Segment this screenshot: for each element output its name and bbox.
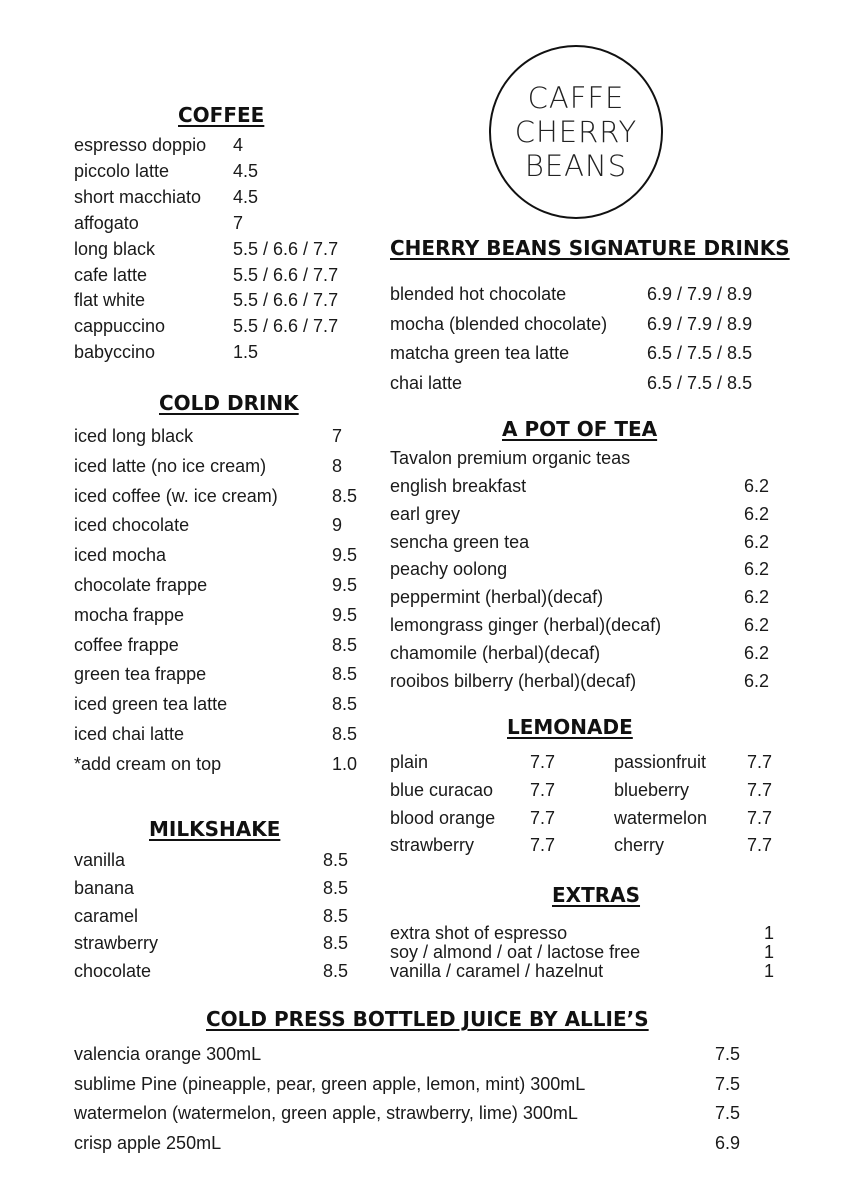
item-name: peachy oolong <box>390 559 508 579</box>
milkshake-heading: MILKSHAKE <box>149 817 281 841</box>
item-name: cherry <box>614 835 665 855</box>
logo-line-3: BEANS <box>524 149 628 183</box>
item-price: 8.5 <box>323 933 349 953</box>
item-name: iced mocha <box>74 545 167 565</box>
item-price: 5.5 / 6.6 / 7.7 <box>233 290 339 310</box>
item-name: watermelon (watermelon, green apple, strawberry, lime) 300mL <box>74 1103 578 1123</box>
item-price: 1.5 <box>233 342 259 362</box>
item-price: 8.5 <box>332 724 358 744</box>
juice-heading: COLD PRESS BOTTLED JUICE BY ALLIE’S <box>206 1007 649 1031</box>
item-price: 7.5 <box>715 1103 741 1123</box>
item-name: extra shot of espresso <box>390 923 568 943</box>
item-name: blue curacao <box>390 780 494 800</box>
item-name: mocha frappe <box>74 605 185 625</box>
coffee-heading: COFFEE <box>178 103 265 127</box>
item-name: earl grey <box>390 504 461 524</box>
item-price: 9.5 <box>332 605 358 625</box>
item-price: 6.2 <box>744 476 770 496</box>
item-price: 4 <box>233 135 244 155</box>
item-price: 7.7 <box>747 780 773 800</box>
item-name: crisp apple 250mL <box>74 1133 222 1153</box>
item-price: 6.2 <box>744 643 770 663</box>
item-price: 8.5 <box>323 878 349 898</box>
item-price: 1.0 <box>332 754 358 774</box>
item-name: plain <box>390 752 429 772</box>
item-price: 6.2 <box>744 587 770 607</box>
tea-heading: A POT OF TEA <box>502 417 658 441</box>
item-price: 4.5 <box>233 187 259 207</box>
item-price: 6.2 <box>744 615 770 635</box>
item-name: vanilla <box>74 850 126 870</box>
item-price: 8.5 <box>332 664 358 684</box>
tea-subtitle: Tavalon premium organic teas <box>390 448 631 468</box>
item-name: chamomile (herbal)(decaf) <box>390 643 601 663</box>
item-price: 5.5 / 6.6 / 7.7 <box>233 316 339 336</box>
item-name: valencia orange 300mL <box>74 1044 262 1064</box>
item-name: iced chocolate <box>74 515 190 535</box>
item-price: 7.7 <box>530 835 556 855</box>
item-name: peppermint (herbal)(decaf) <box>390 587 604 607</box>
item-price: 8.5 <box>332 635 358 655</box>
item-price: 8 <box>332 456 343 476</box>
item-name: english breakfast <box>390 476 527 496</box>
item-name: piccolo latte <box>74 161 170 181</box>
item-name: banana <box>74 878 135 898</box>
item-price: 5.5 / 6.6 / 7.7 <box>233 265 339 285</box>
item-name: passionfruit <box>614 752 707 772</box>
item-name: long black <box>74 239 156 259</box>
item-price: 7 <box>332 426 343 446</box>
item-price: 7 <box>233 213 244 233</box>
item-price: 6.9 / 7.9 / 8.9 <box>647 314 753 334</box>
item-name: iced long black <box>74 426 194 446</box>
item-price: 1 <box>764 942 775 962</box>
item-price: 6.5 / 7.5 / 8.5 <box>647 343 753 363</box>
item-price: 9 <box>332 515 343 535</box>
item-price: 7.5 <box>715 1074 741 1094</box>
item-price: 7.7 <box>747 752 773 772</box>
item-name: soy / almond / oat / lactose free <box>390 942 641 962</box>
logo-line-2: CHERRY <box>514 115 638 149</box>
item-name: iced green tea latte <box>74 694 228 714</box>
item-name: sublime Pine (pineapple, pear, green apple, lemon, mint) 300mL <box>74 1074 586 1094</box>
item-price: 7.7 <box>530 780 556 800</box>
item-price: 9.5 <box>332 575 358 595</box>
item-name: strawberry <box>74 933 159 953</box>
item-price: 5.5 / 6.6 / 7.7 <box>233 239 339 259</box>
item-price: 6.2 <box>744 504 770 524</box>
cafe-logo <box>489 45 663 219</box>
item-price: 6.9 <box>715 1133 741 1153</box>
logo-line-1: CAFFE <box>527 81 625 115</box>
item-price: 6.9 / 7.9 / 8.9 <box>647 284 753 304</box>
item-name: mocha (blended chocolate) <box>390 314 608 334</box>
item-name: coffee frappe <box>74 635 179 655</box>
item-price: 1 <box>764 923 775 943</box>
item-name: rooibos bilberry (herbal)(decaf) <box>390 671 637 691</box>
item-name: matcha green tea latte <box>390 343 570 363</box>
item-name: chai latte <box>390 373 463 393</box>
item-name: strawberry <box>390 835 475 855</box>
item-price: 9.5 <box>332 545 358 565</box>
item-name: sencha green tea <box>390 532 530 552</box>
item-price: 7.7 <box>747 808 773 828</box>
cold-drink-heading: COLD DRINK <box>159 391 299 415</box>
item-name: watermelon <box>614 808 708 828</box>
item-name: blueberry <box>614 780 690 800</box>
item-name: affogato <box>74 213 139 233</box>
item-name: lemongrass ginger (herbal)(decaf) <box>390 615 662 635</box>
item-price: 8.5 <box>323 850 349 870</box>
item-price: 1 <box>764 961 775 981</box>
item-price: 6.5 / 7.5 / 8.5 <box>647 373 753 393</box>
item-name: vanilla / caramel / hazelnut <box>390 961 604 981</box>
item-price: 7.7 <box>530 808 556 828</box>
item-name: caramel <box>74 906 139 926</box>
item-name: blood orange <box>390 808 496 828</box>
item-price: 4.5 <box>233 161 259 181</box>
item-price: 8.5 <box>323 961 349 981</box>
lemonade-heading: LEMONADE <box>507 715 633 739</box>
item-name: blended hot chocolate <box>390 284 567 304</box>
extras-heading: EXTRAS <box>552 883 641 907</box>
item-name: babyccino <box>74 342 156 362</box>
item-name: flat white <box>74 290 146 310</box>
item-price: 8.5 <box>332 486 358 506</box>
item-price: 7.7 <box>530 752 556 772</box>
item-name: espresso doppio <box>74 135 207 155</box>
signature-heading: CHERRY BEANS SIGNATURE DRINKS <box>390 236 790 260</box>
item-price: 6.2 <box>744 559 770 579</box>
item-name: short macchiato <box>74 187 202 207</box>
item-name: chocolate <box>74 961 152 981</box>
item-price: 8.5 <box>332 694 358 714</box>
item-price: 7.5 <box>715 1044 741 1064</box>
item-price: 8.5 <box>323 906 349 926</box>
item-name: cafe latte <box>74 265 148 285</box>
item-price: 6.2 <box>744 532 770 552</box>
item-name: cappuccino <box>74 316 166 336</box>
item-name: *add cream on top <box>74 754 222 774</box>
item-price: 7.7 <box>747 835 773 855</box>
item-name: iced coffee (w. ice cream) <box>74 486 278 506</box>
item-name: chocolate frappe <box>74 575 208 595</box>
item-name: iced latte (no ice cream) <box>74 456 267 476</box>
item-price: 6.2 <box>744 671 770 691</box>
item-name: iced chai latte <box>74 724 185 744</box>
item-name: green tea frappe <box>74 664 207 684</box>
